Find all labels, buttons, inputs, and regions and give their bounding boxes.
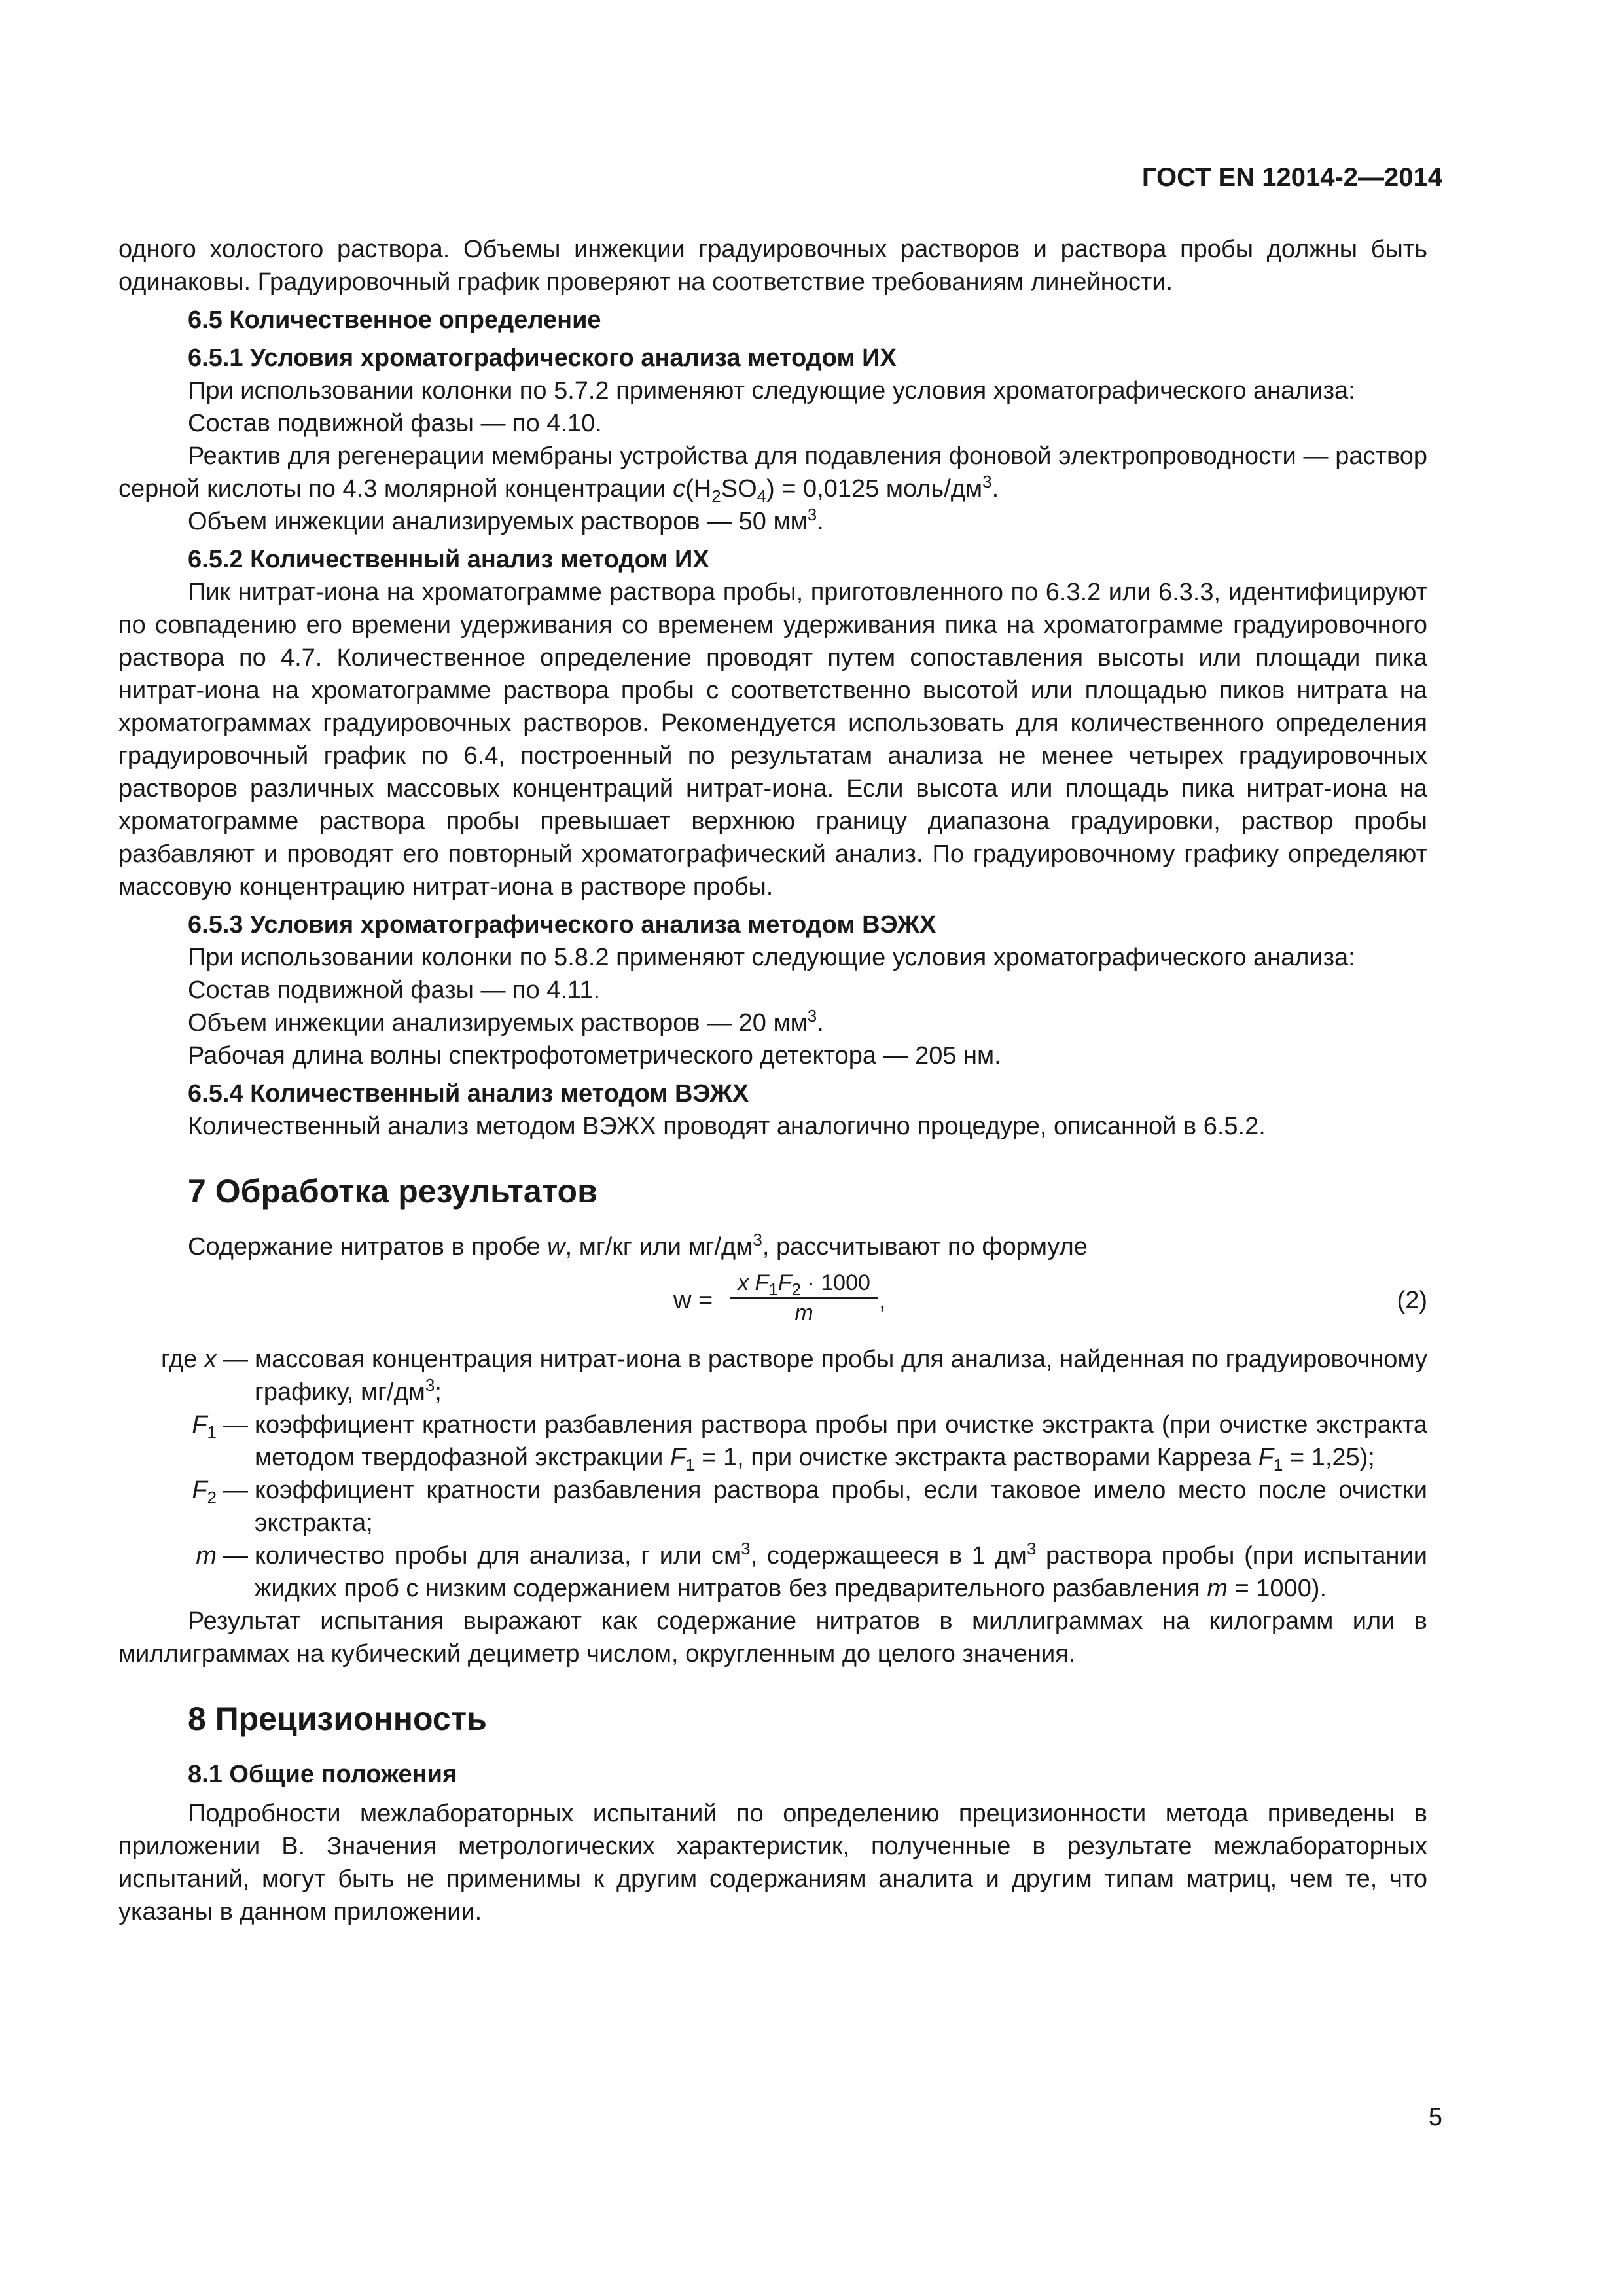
s651-paragraph-2: Состав подвижной фазы — по 4.10. bbox=[188, 410, 602, 437]
formula-numerator: x $F_1F_2 \cdot 1000$ bbox=[730, 1268, 878, 1299]
formula-number: (2) bbox=[1397, 1287, 1427, 1314]
formula-fraction bbox=[730, 1268, 878, 1327]
section-8-heading: 8 Прецизионность bbox=[188, 1700, 487, 1737]
definition-x: где x — массовая концентрация нитрат-иона в растворе пробы для анализа, найденная по градуировочному графику, $мг/дм^3$; bbox=[160, 1346, 1427, 1406]
section-6-5-4-heading: 6.5.4 Количественный анализ методом ВЭЖХ bbox=[188, 1080, 749, 1107]
formula-comma: , bbox=[879, 1287, 886, 1314]
s651-paragraph-4: Объем инжекции анализируемых растворов — 50 $мм^3$. bbox=[188, 505, 824, 535]
section-6-5-3-heading: 6.5.3 Условия хроматографического анализа методом ВЭЖХ bbox=[188, 911, 936, 939]
formula-lhs: w = bbox=[673, 1287, 713, 1314]
formula-denominator: m bbox=[794, 1300, 813, 1325]
s654-paragraph-1: Количественный анализ методом ВЭЖХ проводят аналогично процедуре, описанной в 6.5.2. bbox=[188, 1113, 1266, 1140]
section-6-5-1-heading: 6.5.1 Условия хроматографического анализа методом ИХ bbox=[188, 344, 897, 372]
s7-paragraph-1: Содержание нитратов в пробе w, мг/кг или $мг/дм^3$, рассчитывают по формуле bbox=[188, 1230, 1088, 1261]
s653-paragraph-2: Состав подвижной фазы — по 4.11. bbox=[188, 977, 601, 1004]
s653-paragraph-1: При использовании колонки по 5.8.2 применяют следующие условия хроматографического анализа: bbox=[188, 944, 1355, 971]
s81-paragraph-1: Подробности межлабораторных испытаний по определению прецизионности метода приведены в приложении В. Значения метрологических характеристик, полученные в результате межлабораторных испытаний, могут быть не применимы к другим содержаниям аналита и другим типам матриц, чем те, что указаны в данном приложении. bbox=[118, 1800, 1427, 1926]
s651-paragraph-3: Реактив для регенерации мембраны устройства для подавления фоновой электропроводности — раствор серной кислоты по 4.3 молярной концентрации $c(H_2SO_4) = 0,0125$ моль/$дм^3$. bbox=[118, 442, 1427, 506]
section-6-5-heading: 6.5 Количественное определение bbox=[188, 306, 601, 334]
s651-paragraph-1: При использовании колонки по 5.7.2 применяют следующие условия хроматографического анализа: bbox=[188, 377, 1355, 404]
section-7-heading: 7 Обработка результатов bbox=[188, 1173, 597, 1210]
definition-f2: $F_2$ — коэффициент кратности разбавления раствора пробы, если таковое имело место после очистки экстракта; bbox=[192, 1477, 1427, 1537]
formula-2 bbox=[118, 1268, 1427, 1336]
s652-paragraph-1: Пик нитрат-иона на хроматограмме раствора пробы, приготовленного по 6.3.2 или 6.3.3, идентифицируют по совпадению его времени удерживания со временем удерживания пика на хроматограмме градуировочного раствора по 4.7. Количественное определение проводят путем сопоставления высоты или площади пика нитрат-иона на хроматограмме раствора пробы с соответственно высотой или площадью пиков нитрата на хроматограммах градуировочных растворов. Рекомендуется использовать для количественного определения градуировочный график по 6.4, построенный по результатам анализа не менее четырех градуировочных растворов различных массовых концентраций нитрат-иона. Если высота или площадь пика нитрат-иона на хроматограмме раствора пробы превышает верхнюю границу диапазона градуировки, раствор пробы разбавляют и проводят его повторный хроматографический анализ. По градуировочному графику определяют массовую концентрацию нитрат-иона в растворе пробы. bbox=[118, 579, 1427, 901]
definition-f1: $F_1$ — коэффициент кратности разбавления раствора пробы при очистке экстракта (при очистке экстракта методом твердофазной экстракции $F_1 = 1$, при очистке экстракта растворами Карреза $F_1 = 1,25$); bbox=[192, 1411, 1427, 1475]
s653-paragraph-4: Рабочая длина волны спектрофотометрического детектора — 205 нм. bbox=[188, 1042, 1001, 1069]
definition-m: m — количество пробы для анализа, г или $см^3$, содержащееся в 1 $дм^3$ раствора пробы (при испытании жидких проб с низким содержанием нитратов без предварительного разбавления m = 1000). bbox=[196, 1539, 1427, 1602]
section-8-1-heading: 8.1 Общие положения bbox=[188, 1761, 457, 1788]
s653-paragraph-3: Объем инжекции анализируемых растворов — 20 $мм^3$. bbox=[188, 1006, 824, 1037]
page-body bbox=[118, 154, 1427, 1928]
s7-paragraph-2: Результат испытания выражают как содержание нитратов в миллиграммах на килограмм или в миллиграммах на кубический дециметр числом, округленным до целого значения. bbox=[118, 1607, 1427, 1668]
document-header: ГОСТ EN 12014-2—2014 bbox=[1141, 163, 1442, 192]
section-6-5-2-heading: 6.5.2 Количественный анализ методом ИХ bbox=[188, 546, 709, 573]
formula-definitions bbox=[118, 1343, 1427, 1605]
page-number: 5 bbox=[1428, 2104, 1442, 2131]
intro-paragraph: одного холостого раствора. Объемы инжекции градуировочных растворов и раствора пробы должны быть одинаковы. Градуировочный график проверяют на соответствие требованиям линейности. bbox=[118, 236, 1427, 296]
